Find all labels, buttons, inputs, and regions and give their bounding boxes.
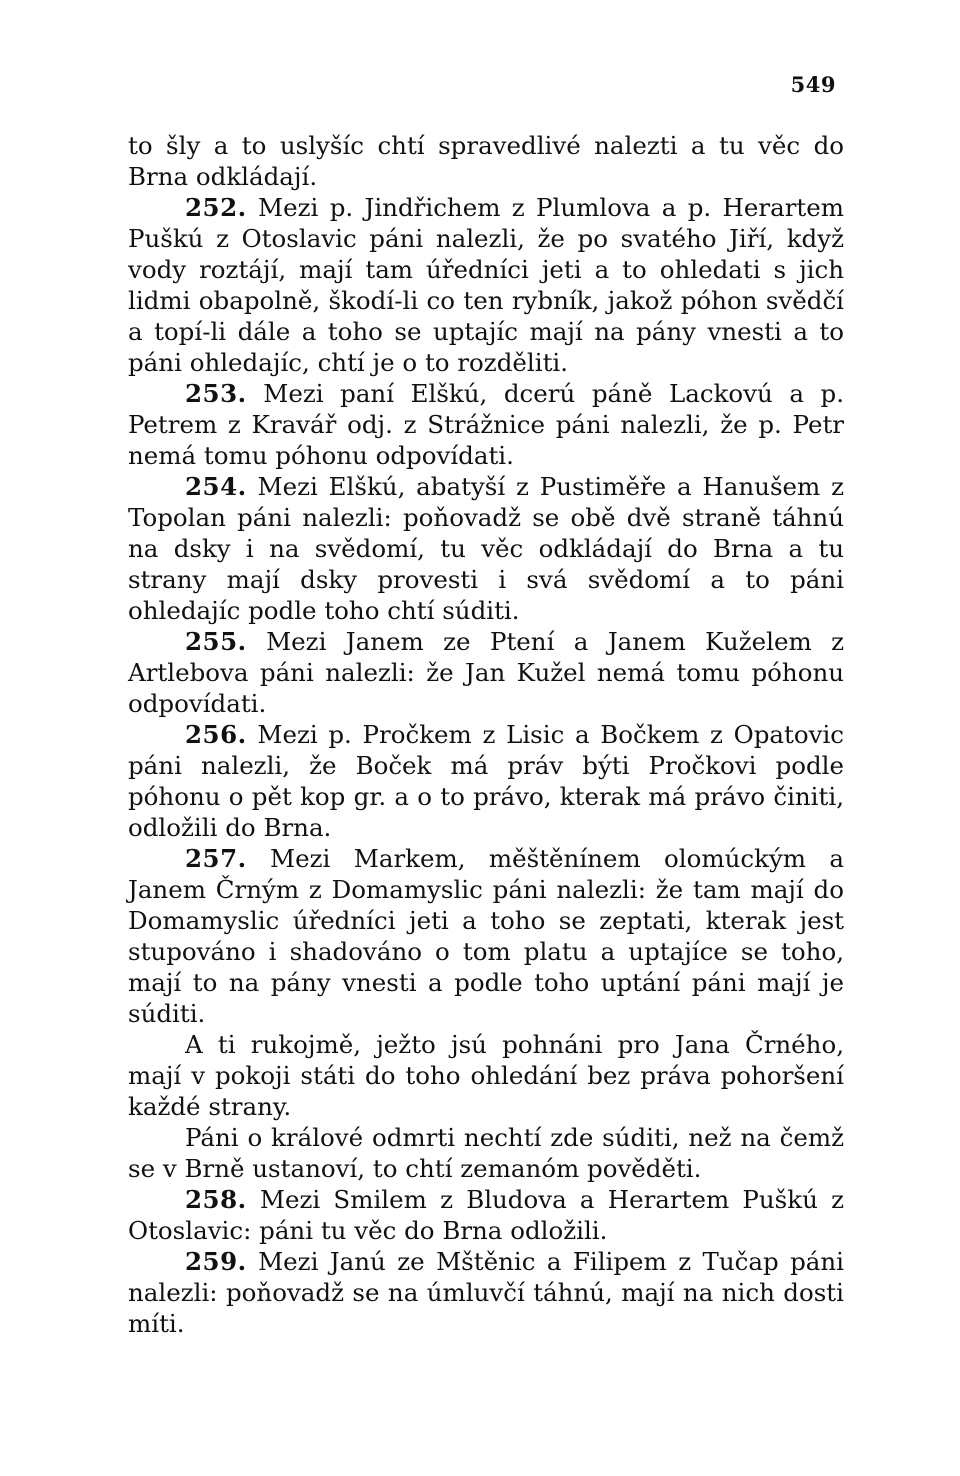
- paragraph-text: Mezi paní Elškú, dcerú páně Lackovú a p. Petrem z Kravář odj. z Strážnice páni nalezli, že p. Petr nemá tomu póhonu odpovídati.: [128, 379, 844, 470]
- section-number: 253.: [185, 379, 247, 408]
- section-number: 258.: [185, 1185, 247, 1214]
- paragraph-text: Mezi p. Pročkem z Lisic a Bočkem z Opatovic páni nalezli, že Boček má práv býti Pročkovi podle póhonu o pět kop gr. a o to právo, kterak má právo činiti, odložili do Brna.: [128, 720, 844, 842]
- paragraph-257-odmrti: [128, 1122, 844, 1184]
- page-body: [128, 130, 844, 1339]
- paragraph-256: [128, 719, 844, 843]
- paragraph-254: [128, 471, 844, 626]
- paragraph-text: Mezi Janú ze Mštěnic a Filipem z Tučap páni nalezli: poňovadž se na úmluvčí táhnú, mají na nich dosti míti.: [128, 1247, 844, 1338]
- paragraph-text: Mezi Janem ze Ptení a Janem Kuželem z Artlebova páni nalezli: že Jan Kužel nemá tomu póhonu odpovídati.: [128, 627, 844, 718]
- section-number: 254.: [185, 472, 247, 501]
- paragraph-text: A ti rukojmě, ježto jsú pohnáni pro Jana Črného, mají v pokoji státi do toho ohledání bez práva pohoršení každé strany.: [128, 1030, 844, 1121]
- paragraph-text: Mezi Smilem z Bludova a Herartem Puškú z Otoslavic: páni tu věc do Brna odložili.: [128, 1185, 844, 1245]
- paragraph-text: Mezi Markem, měštěnínem olomúckým a Janem Črným z Domamyslic páni nalezli: že tam mají do Domamyslic úředníci jeti a toho se zeptati, kterak jest stupováno i shadováno o tom platu a uptajíce se toho, mají to na pány vnesti a podle toho uptání páni mají je súditi.: [128, 844, 844, 1028]
- paragraph-text: Mezi Elškú, abatyší z Pustiměře a Hanušem z Topolan páni nalezli: poňovadž se obě dvě straně táhnú na dsky i na svědomí, tu věc odkládají do Brna a tu strany mají dsky provesti i svá svědomí a to páni ohledajíc podle toho chtí súditi.: [128, 472, 844, 625]
- paragraph-257-rukojme: [128, 1029, 844, 1122]
- paragraph-continuation: [128, 130, 844, 192]
- paragraph-255: [128, 626, 844, 719]
- section-number: 256.: [185, 720, 247, 749]
- paragraph-text: Páni o králové odmrti nechtí zde súditi, než na čemž se v Brně ustanoví, to chtí zemanóm pověděti.: [128, 1123, 844, 1183]
- paragraph-253: [128, 378, 844, 471]
- section-number: 257.: [185, 844, 247, 873]
- section-number: 259.: [185, 1247, 247, 1276]
- paragraph-258: [128, 1184, 844, 1246]
- paragraph-252: [128, 192, 844, 378]
- paragraph-text: Mezi p. Jindřichem z Plumlova a p. Herartem Puškú z Otoslavic páni nalezli, že po svatého Jiří, když vody roztájí, mají tam úředníci jeti a to ohledati s jich lidmi obapolně, škodí-li co ten rybník, jakož póhon svědčí a topí-li dále a toho se uptajíc mají na pány vnesti a to páni ohledajíc, chtí je o to rozděliti.: [128, 193, 844, 377]
- page-number: 549: [790, 72, 836, 97]
- paragraph-text: to šly a to uslyšíc chtí spravedlivé nalezti a tu věc do Brna odkládají.: [128, 131, 844, 191]
- section-number: 252.: [185, 193, 247, 222]
- paragraph-257: [128, 843, 844, 1029]
- section-number: 255.: [185, 627, 247, 656]
- paragraph-259: [128, 1246, 844, 1339]
